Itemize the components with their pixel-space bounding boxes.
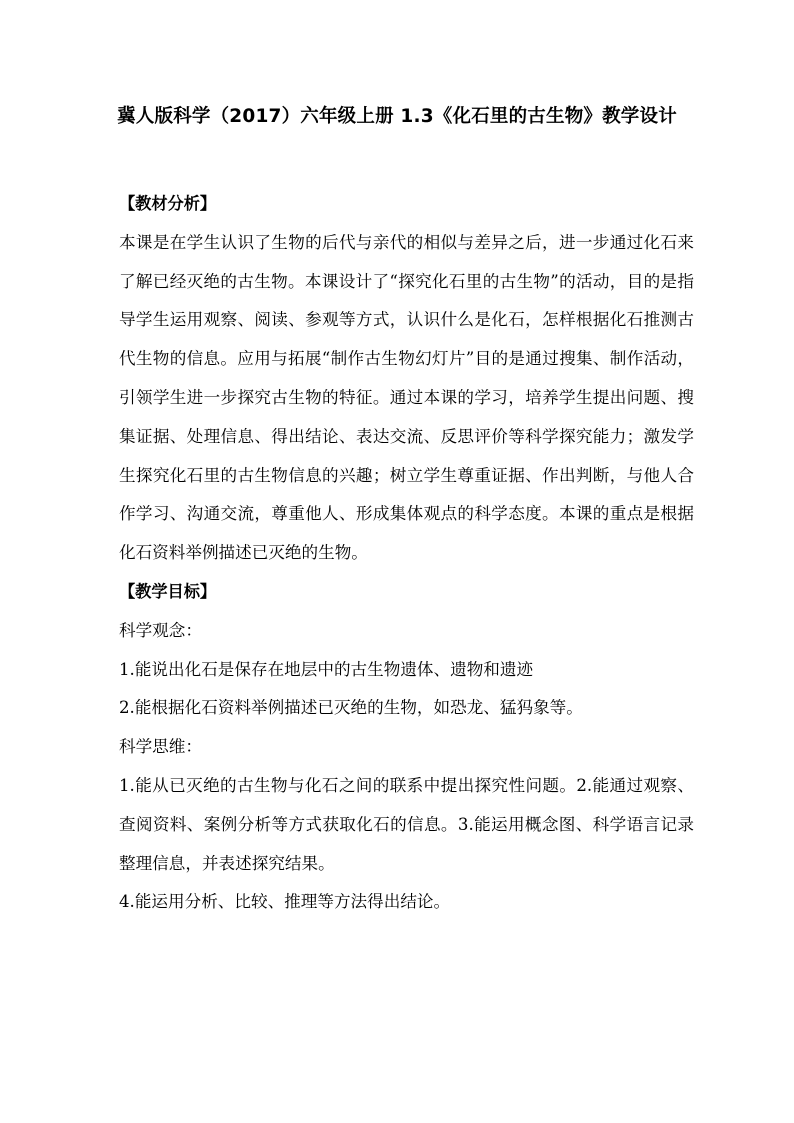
document-body (119, 185, 694, 922)
textbook-analysis-paragraph: 本课是在学生认识了生物的后代与亲代的相似与差异之后，进一步通过化石来了解已经灭绝的古生物。本课设计了“探究化石里的古生物”的活动，目的是指导学生运用观察、阅读、参观等方式，认识什么是化石，怎样根据化石推测古代生物的信息。应用与拓展“制作古生物幻灯片”目的是通过搜集、制作活动，引领学生进一步探究古生物的特征。通过本课的学习，培养学生提出问题、搜集证据、处理信息、得出结论、表达交流、反思评价等科学探究能力；激发学生探究化石里的古生物信息的兴趣；树立学生尊重证据、作出判断，与他人合作学习、沟通交流，尊重他人、形成集体观点的科学态度。本课的重点是根据化石资料举例描述已灭绝的生物。 (119, 232, 694, 563)
objective-item-2: 2.能根据化石资料举例描述已灭绝的生物，如恐龙、猛犸象等。 (119, 698, 583, 718)
objective-item-1: 1.能说出化石是保存在地层中的古生物遗体、遗物和遗迹 (119, 659, 534, 679)
subheading-scientific-concepts: 科学观念： (119, 620, 202, 640)
section-heading-teaching-objectives: 【教学目标】 (119, 581, 217, 601)
thinking-objectives-paragraph: 1.能从已灭绝的古生物与化石之间的联系中提出探究性问题。2.能通过观察、查阅资料、案例分析等方式获取化石的信息。3.能运用概念图、科学语言记录整理信息，并表述探究结果。 (119, 775, 694, 873)
subheading-scientific-thinking: 科学思维： (119, 737, 202, 757)
thinking-objective-item-4: 4.能运用分析、比较、推理等方法得出结论。 (119, 892, 451, 912)
section-heading-textbook-analysis: 【教材分析】 (119, 194, 217, 213)
document-title: 冀人版科学（2017）六年级上册 1.3《化石里的古生物》教学设计 (117, 106, 677, 127)
